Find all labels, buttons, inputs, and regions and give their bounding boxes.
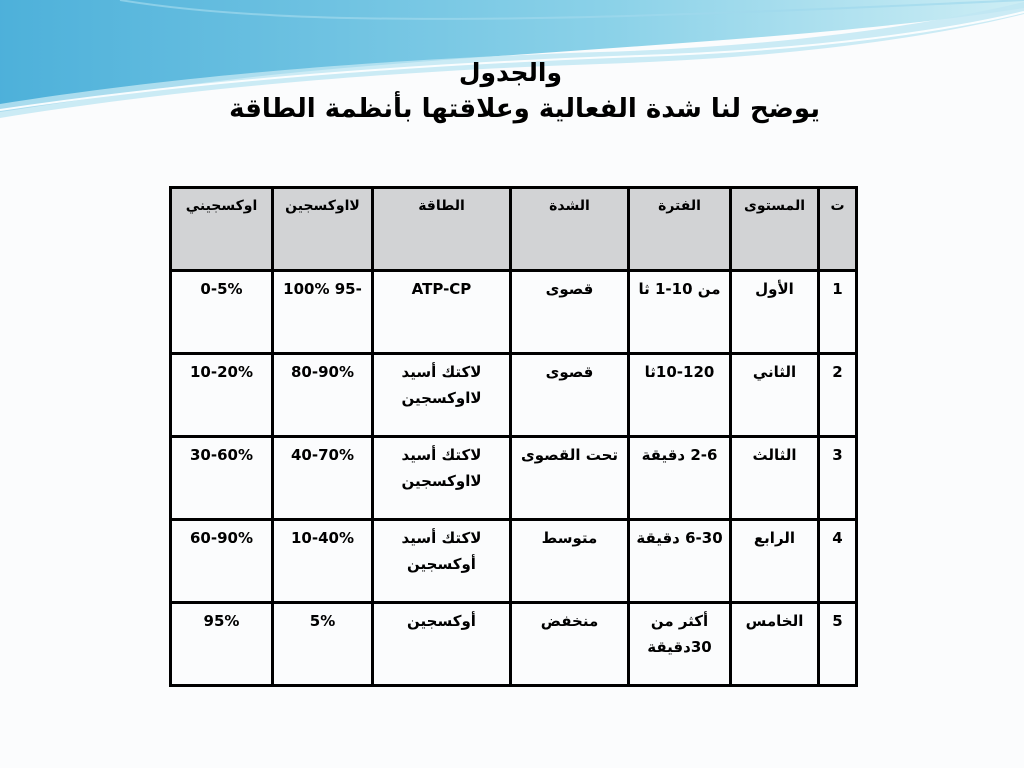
table-row [171,603,857,686]
cell-intensity: تحت القصوى [511,437,629,520]
cell-energy: لاكتك أسيد أوكسجين [373,520,511,603]
title-line-2: يوضح لنا شدة الفعالية وعلاقتها بأنظمة الطاقة [229,94,820,124]
cell-intensity: منخفض [511,603,629,686]
cell-energy: لاكتك أسيد لااوكسجين [373,437,511,520]
cell-duration: 2-6 دقيقة [629,437,731,520]
header-duration: الفترة [629,188,731,271]
cell-anaerobic: 10-40% [273,520,373,603]
cell-aerobic: 0-5% [171,271,273,354]
cell-aerobic: 10-20% [171,354,273,437]
cell-anaerobic: 5% [273,603,373,686]
cell-index: 5 [819,603,857,686]
table-row [171,520,857,603]
cell-energy: أوكسجين [373,603,511,686]
header-energy: الطاقة [373,188,511,271]
cell-duration: 6-30 دقيقة [629,520,731,603]
energy-systems-table [169,186,858,687]
cell-level: الرابع [731,520,819,603]
cell-index: 3 [819,437,857,520]
cell-intensity: قصوى [511,354,629,437]
table-row [171,271,857,354]
cell-aerobic: 30-60% [171,437,273,520]
cell-intensity: متوسط [511,520,629,603]
cell-level: الثالث [731,437,819,520]
cell-level: الأول [731,271,819,354]
cell-energy: لاكتك أسيد لااوكسجين [373,354,511,437]
header-anaerobic: لااوكسجين [273,188,373,271]
cell-level: الخامس [731,603,819,686]
cell-duration: من 10-1 ثا [629,271,731,354]
cell-index: 2 [819,354,857,437]
title-block [160,56,820,128]
table-row [171,354,857,437]
cell-level: الثاني [731,354,819,437]
header-level: المستوى [731,188,819,271]
cell-aerobic: 95% [171,603,273,686]
cell-index: 1 [819,271,857,354]
cell-anaerobic: -95 100% [273,271,373,354]
cell-energy: ATP-CP [373,271,511,354]
cell-aerobic: 60-90% [171,520,273,603]
header-aerobic: اوكسجيني [171,188,273,271]
header-index: ت [819,188,857,271]
cell-anaerobic: 40-70% [273,437,373,520]
cell-intensity: قصوى [511,271,629,354]
cell-anaerobic: 80-90% [273,354,373,437]
table-row [171,437,857,520]
cell-duration: 10-120ثا [629,354,731,437]
cell-index: 4 [819,520,857,603]
header-intensity: الشدة [511,188,629,271]
cell-duration: أكثر من 30دقيقة [629,603,731,686]
title-line-1: والجدول [458,58,562,87]
table-header-row [171,188,857,271]
